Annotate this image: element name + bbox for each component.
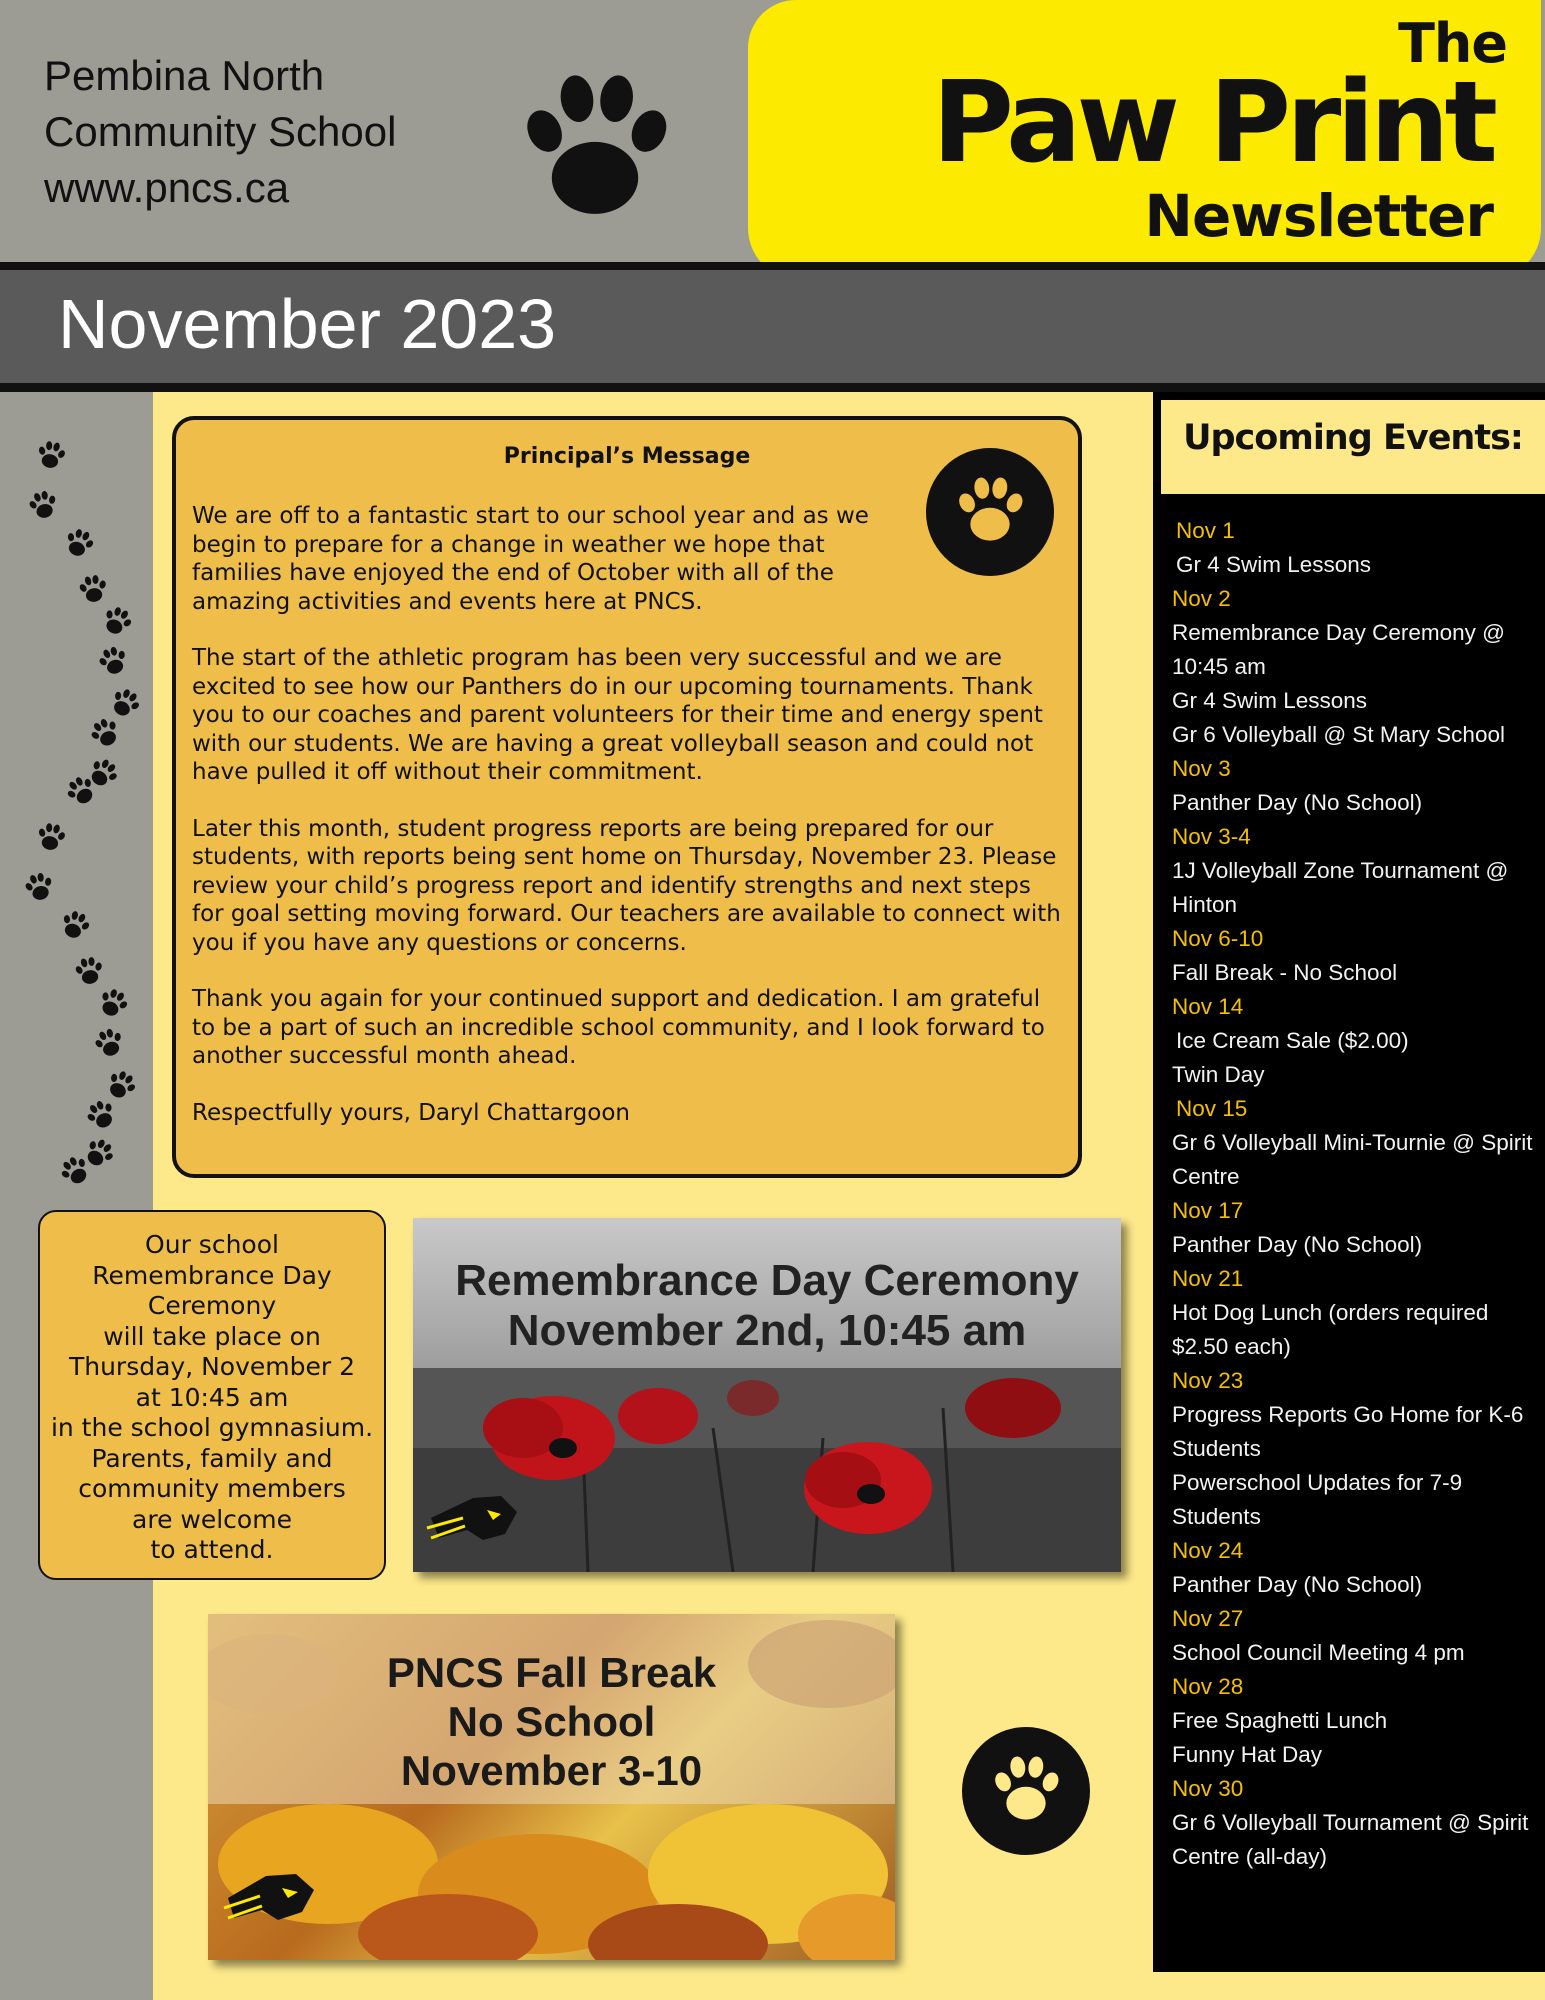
header-divider-top [0, 262, 1545, 270]
paw-trail-icon [90, 980, 135, 1025]
remembrance-notice-line: to attend. [150, 1535, 274, 1564]
events-title: Upcoming Events: [1183, 418, 1523, 458]
event-item: Panther Day (No School) [1172, 1232, 1423, 1257]
principal-message-heading: Principal’s Message [503, 444, 751, 469]
event-item: Ice Cream Sale ($2.00) [1176, 1028, 1409, 1053]
event-item: Free Spaghetti Lunch [1172, 1708, 1388, 1733]
principal-message-body [192, 502, 1068, 1155]
remembrance-day-banner [413, 1218, 1121, 1572]
remembrance-notice-line: Remembrance Day [92, 1260, 332, 1290]
newsletter-month: November 2023 [58, 285, 557, 363]
paw-badge-icon [962, 1727, 1090, 1855]
event-date: Nov 15 [1176, 1096, 1248, 1121]
event-entry [1172, 1364, 1534, 1534]
event-date: Nov 30 [1172, 1776, 1244, 1801]
school-name-line1: Pembina North [44, 52, 325, 99]
left-decorative-strip [0, 392, 153, 2000]
event-item: Twin Day [1172, 1062, 1265, 1087]
event-date: Nov 1 [1176, 518, 1235, 543]
event-item: Progress Reports Go Home for K-6 Students [1172, 1402, 1524, 1461]
remembrance-notice-line: Our school [145, 1230, 279, 1259]
event-item: Hot Dog Lunch (orders required $2.50 each) [1172, 1300, 1489, 1359]
event-entry [1172, 752, 1534, 820]
event-item: Gr 4 Swim Lessons [1172, 688, 1368, 713]
principal-paragraph-3: Later this month, student progress reports are being prepared for our students, with reports being sent home on Thursday, November 23. Please review your child’s progress report and identify strengths and next steps for goal setting moving forward. Our teachers are available to connect with you if you have any questions or concerns. [192, 815, 1061, 956]
event-entry [1172, 1194, 1534, 1262]
event-item: 1J Volleyball Zone Tournament @ Hinton [1172, 858, 1509, 917]
paw-trail-icon [22, 484, 64, 526]
event-date: Nov 3 [1172, 756, 1231, 781]
event-entry [1172, 990, 1534, 1092]
fall-break-banner [208, 1614, 895, 1960]
event-entry [1172, 1092, 1534, 1194]
header-divider-bottom [0, 383, 1545, 392]
event-date: Nov 3-4 [1172, 824, 1251, 849]
event-date: Nov 23 [1172, 1368, 1244, 1393]
title-newsletter: Newsletter [1144, 182, 1493, 250]
event-date: Nov 14 [1172, 994, 1244, 1019]
paw-trail-icon [18, 866, 60, 908]
remembrance-notice-line: are welcome [132, 1504, 292, 1534]
principal-paragraph-1: We are off to a fantastic start to our school year and as we begin to prepare for a change in weather we hope that families have enjoyed the end of October with all of the amazing activities and events here at PNCS. [192, 503, 869, 615]
events-header [1161, 400, 1545, 494]
event-item: Gr 4 Swim Lessons [1176, 552, 1372, 577]
paw-trail-icon [31, 817, 70, 856]
event-entry [1172, 514, 1534, 582]
event-item: Gr 6 Volleyball Tournament @ Spirit Centre (all-day) [1172, 1810, 1529, 1869]
remembrance-notice-box [38, 1210, 386, 1580]
event-date: Nov 6-10 [1172, 926, 1264, 951]
event-date: Nov 17 [1172, 1198, 1244, 1223]
title-the: The [1398, 12, 1507, 75]
large-paw-print-icon [505, 48, 685, 243]
remembrance-notice-line: Thursday, November 2 [68, 1352, 356, 1381]
remembrance-notice-line: Parents, family and [91, 1443, 333, 1473]
remembrance-notice-line: will take place on [103, 1321, 321, 1351]
event-item: Powerschool Updates for 7-9 Students [1172, 1470, 1463, 1529]
paw-trail-icon [53, 903, 97, 947]
remembrance-notice-line: in the school gymnasium. [50, 1413, 374, 1442]
principal-message-box [172, 416, 1082, 1178]
events-list [1172, 514, 1534, 1874]
remembrance-notice-line: at 10:45 am [135, 1382, 289, 1412]
event-entry [1172, 582, 1534, 752]
event-item: School Council Meeting 4 pm [1172, 1640, 1465, 1665]
event-item: Gr 6 Volleyball @ St Mary School [1172, 722, 1505, 747]
school-info [44, 48, 396, 216]
paw-trail-icon [91, 639, 135, 683]
principal-paragraph-2: The start of the athletic program has been very successful and we are excited to see how our Panthers do in our upcoming tournaments. Thank you to our coaches and parent volunteers for their time and energy spent with our students. We are having a great volleyball season and could not have pulled it off without their commitment. [192, 645, 1043, 785]
event-entry [1172, 1772, 1534, 1874]
remembrance-notice-line: Ceremony [147, 1291, 277, 1320]
fall-line-2: No School [447, 1698, 656, 1745]
event-date: Nov 24 [1172, 1538, 1244, 1563]
event-entry [1172, 1670, 1534, 1772]
paw-trail-icon [87, 1021, 131, 1065]
event-entry [1172, 1534, 1534, 1602]
event-item: Panther Day (No School) [1172, 790, 1423, 815]
event-entry [1172, 1602, 1534, 1670]
event-item: Panther Day (No School) [1172, 1572, 1423, 1597]
event-item: Fall Break - No School [1172, 960, 1398, 985]
title-paw-print: Paw Print [931, 58, 1493, 188]
fall-break-text [208, 1648, 895, 1795]
paw-trail-icon [94, 598, 139, 643]
event-date: Nov 27 [1172, 1606, 1244, 1631]
school-website[interactable]: www.pncs.ca [44, 164, 290, 211]
event-item: Funny Hat Day [1172, 1742, 1323, 1767]
fall-line-3: November 3-10 [400, 1747, 703, 1794]
event-entry [1172, 922, 1534, 990]
paw-trail-icon [31, 435, 70, 474]
paw-trail-icon [57, 521, 101, 565]
event-entry [1172, 1262, 1534, 1364]
event-item: Remembrance Day Ceremony @ 10:45 am [1172, 620, 1505, 679]
poppy-field-image [413, 1368, 1121, 1572]
event-item: Gr 6 Volleyball Mini-Tournie @ Spirit Centre [1172, 1130, 1533, 1189]
fall-line-1: PNCS Fall Break [386, 1649, 717, 1696]
principal-paragraph-4: Thank you again for your continued support and dedication. I am grateful to be a part of such an incredible school community, and I look forward to another successful month ahead. [192, 986, 1045, 1069]
remembrance-notice-text [40, 1230, 384, 1566]
remembrance-notice-line: community members [78, 1474, 346, 1503]
banner-line-2: November 2nd, 10:45 am [507, 1306, 1027, 1355]
panther-logo-icon [222, 1864, 322, 1928]
banner-line-1: Remembrance Day Ceremony [455, 1256, 1079, 1305]
event-date: Nov 28 [1172, 1674, 1244, 1699]
event-date: Nov 2 [1172, 586, 1231, 611]
school-name-line2: Community School [44, 108, 397, 155]
newsletter-title-box [748, 0, 1541, 280]
event-entry [1172, 820, 1534, 922]
event-date: Nov 21 [1172, 1266, 1244, 1291]
principal-signature: Respectfully yours, Daryl Chattargoon [192, 1099, 630, 1126]
